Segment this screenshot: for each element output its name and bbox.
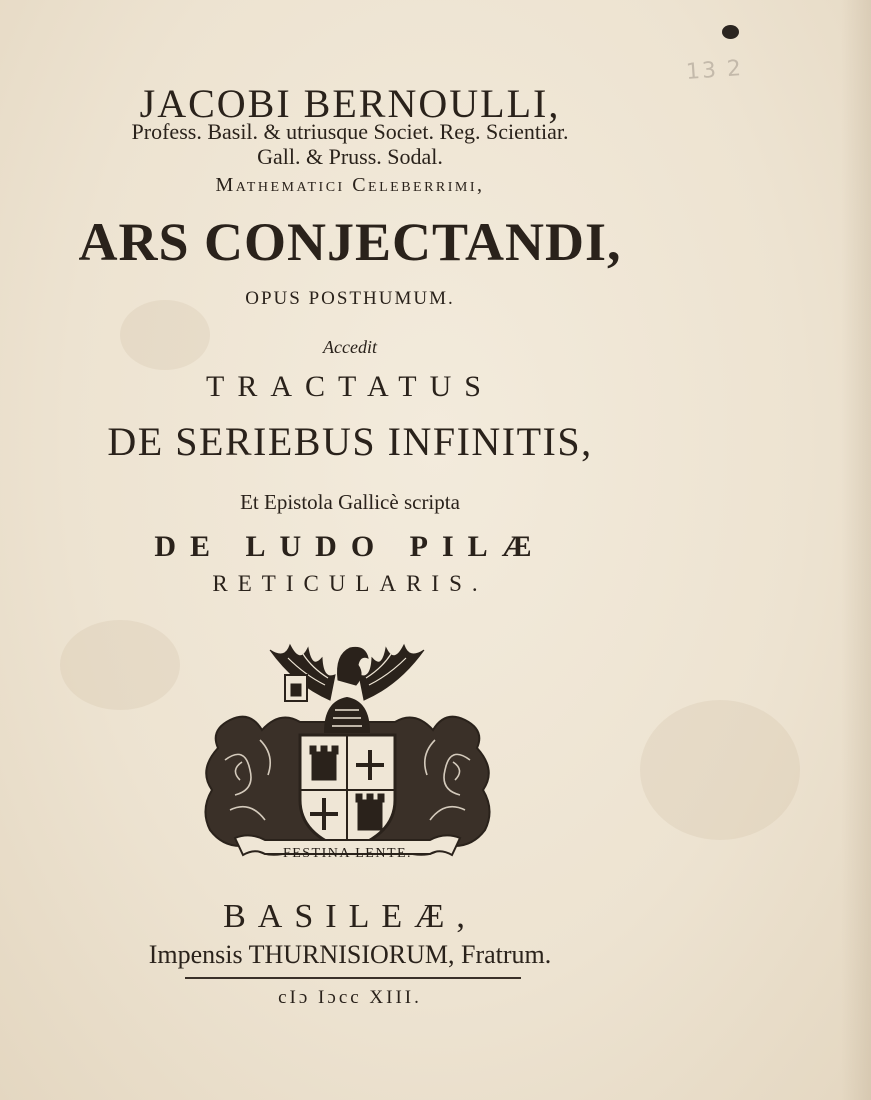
printer-device-coat-of-arms-icon [190, 640, 505, 865]
imprint-year: cIɔ Iɔcc XIII. [278, 987, 422, 1008]
accedit-label: Accedit [323, 337, 377, 357]
epistola-line: Et Epistola Gallicè scripta [240, 490, 460, 514]
author-affiliation-line-2: Gall. & Pruss. Sodal. [257, 144, 443, 169]
paper-stain [60, 620, 180, 710]
page-edge-shadow [841, 0, 871, 1100]
tractatus-heading: TRACTATUS [206, 370, 494, 403]
reticularis-title: RETICULARIS. [212, 571, 488, 596]
series-title: DE SERIEBUS INFINITIS, [107, 419, 593, 464]
paper-stain [640, 700, 800, 840]
ludo-title: DE LUDO PILÆ [154, 530, 546, 563]
imprint-publisher: Impensis THURNISIORUM, Fratrum. [148, 940, 552, 969]
book-title: ARS CONJECTANDI, [78, 212, 622, 272]
author-affiliation-line-1: Profess. Basil. & utriusque Societ. Reg. Scientiar. [131, 119, 569, 144]
ink-blot [722, 25, 739, 39]
author-epithet: Mathematici Celeberrimi, [215, 174, 485, 196]
imprint-city: BASILEÆ, [223, 898, 477, 935]
book-subtitle: OPUS POSTHUMUM. [245, 288, 455, 309]
imprint-rule [185, 977, 521, 979]
pencil-shelfmark: 13 2 [685, 56, 744, 85]
emblem-motto: FESTINA LENTE. [282, 846, 413, 861]
author-name: JACOBI BERNOULLI, [139, 81, 561, 126]
paper-stain [120, 300, 210, 370]
